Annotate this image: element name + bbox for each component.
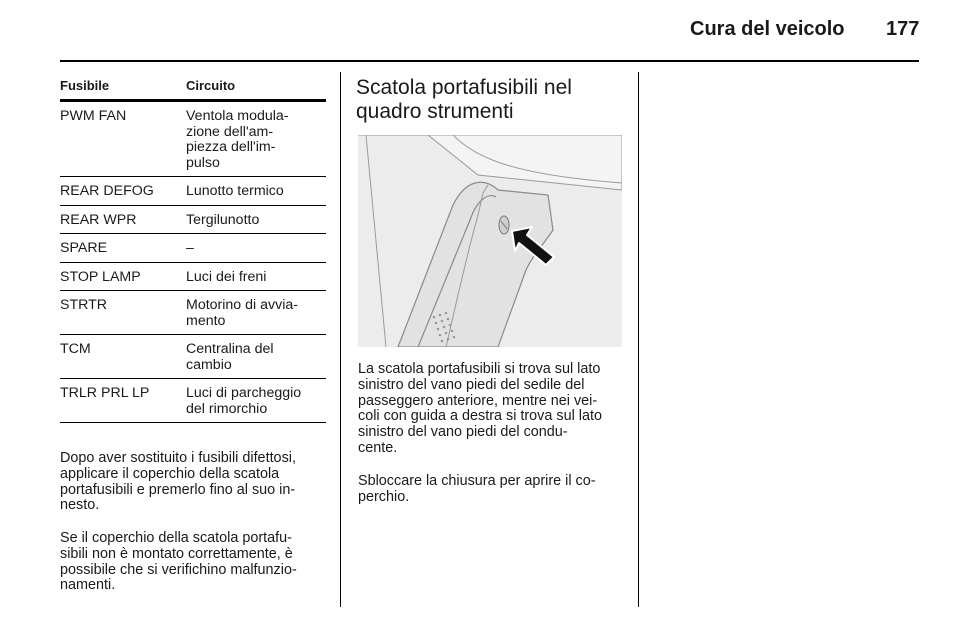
page-header-title: Cura del veicolo [690,18,845,40]
paragraph-fuse-box-location: La scatola portafusibili si trova sul lato sinistro del vano piedi del sedile del passeggero anteriore, mentre nei vei- coli con guida a destra si trova sul lato sinistro del vano piedi del condu- cente. [358,361,602,456]
fuse-table [60,78,326,423]
fuse-name: REAR DEFOG [60,183,154,199]
table-row [60,234,326,263]
fuse-name: REAR WPR [60,211,137,228]
fuse-name: SPARE [60,240,108,256]
paragraph-replace-fuses: Dopo aver sostituito i fusibili difettosi, applicare il coperchio della scatola portafusibili e premerlo fino al suo in- nesto. [60,450,296,514]
circuit-name: Tergilunotto [186,211,260,228]
circuit-name: Motorino di avvia- mento [186,297,298,329]
table-row [60,206,326,235]
circuit-name: Ventola modula- zione dell'am- piezza dell'im- pulso [186,108,289,171]
circuit-name: Centralina del cambio [186,341,274,373]
table-row [60,379,326,423]
column-divider [340,72,341,607]
page-number: 177 [886,18,920,40]
table-row [60,291,326,335]
table-row [60,177,326,206]
header-rule [60,60,919,62]
circuit-name: Lunotto termico [186,183,284,199]
circuit-name: Luci dei freni [186,268,267,285]
circuit-column-header: Circuito [186,78,236,93]
fuse-name: STOP LAMP [60,268,141,285]
table-row [60,102,326,177]
fuse-table-header [60,78,326,96]
table-row [60,335,326,379]
paragraph-unlock-cover: Sbloccare la chiusura per aprire il co- perchio. [358,473,596,505]
circuit-name: – [186,240,194,256]
fuse-name: PWM FAN [60,108,127,124]
fuse-name: TRLR PRL LP [60,385,150,401]
fuse-box-illustration [358,135,622,347]
fuse-column-header: Fusibile [60,78,110,93]
table-row [60,263,326,292]
paragraph-cover-warning: Se il coperchio della scatola portafu- sibili non è montato correttamente, è possibile che si verifichino malfunzio- namenti. [60,530,297,594]
fuse-name: STRTR [60,297,108,313]
section-title: Scatola portafusibili nel quadro strumenti [356,76,572,123]
fuse-name: TCM [60,341,91,357]
circuit-name: Luci di parcheggio del rimorchio [186,385,302,417]
column-divider [638,72,639,607]
fuse-table-body [60,102,326,423]
